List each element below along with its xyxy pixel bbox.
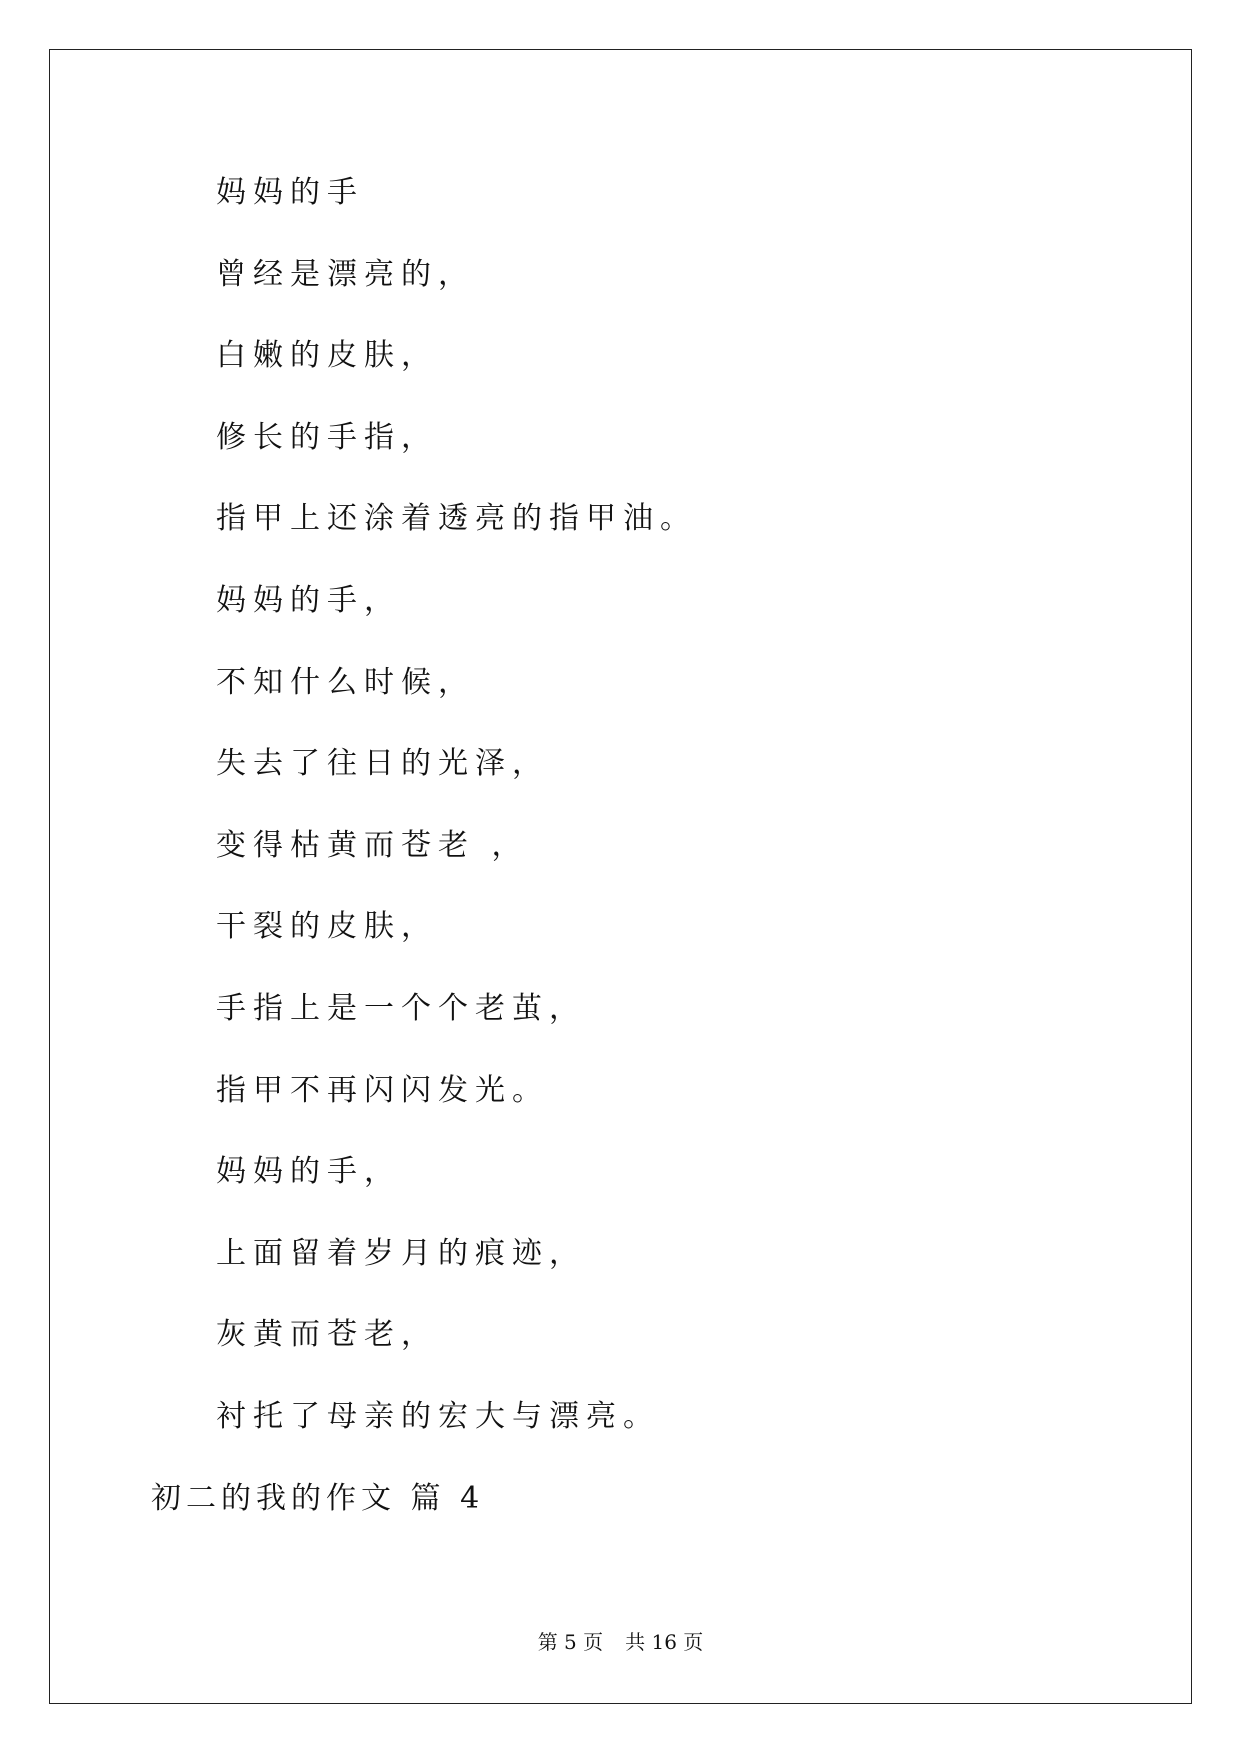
page-number: 第 5 页 xyxy=(537,1630,604,1654)
text-line: 变得枯黄而苍老 ， xyxy=(216,827,529,863)
text-line: 手指上是一个个老茧， xyxy=(216,990,586,1026)
text-line: 曾经是漂亮的， xyxy=(216,256,475,292)
text-line: 不知什么时候， xyxy=(216,664,475,700)
text-line: 指甲上还涂着透亮的指甲油。 xyxy=(216,501,697,537)
page-footer xyxy=(0,1627,1241,1657)
poem-body xyxy=(216,168,697,1474)
text-line: 衬托了母亲的宏大与漂亮。 xyxy=(216,1398,660,1434)
text-line: 白嫩的皮肤， xyxy=(216,338,438,374)
text-line: 妈妈的手， xyxy=(216,1154,401,1190)
text-line: 干裂的皮肤， xyxy=(216,909,438,945)
text-line: 妈妈的手， xyxy=(216,582,401,618)
text-line: 失去了往日的光泽， xyxy=(216,746,549,782)
text-line: 指甲不再闪闪发光。 xyxy=(216,1072,549,1108)
text-line: 灰黄而苍老， xyxy=(216,1317,438,1353)
text-line: 妈妈的手 xyxy=(216,175,364,210)
page-total: 共 16 页 xyxy=(625,1630,704,1654)
text-line: 上面留着岁月的痕迹， xyxy=(216,1235,586,1271)
section-heading: 初二的我的作文 篇 4 xyxy=(151,1481,485,1516)
text-line: 修长的手指， xyxy=(216,419,438,455)
